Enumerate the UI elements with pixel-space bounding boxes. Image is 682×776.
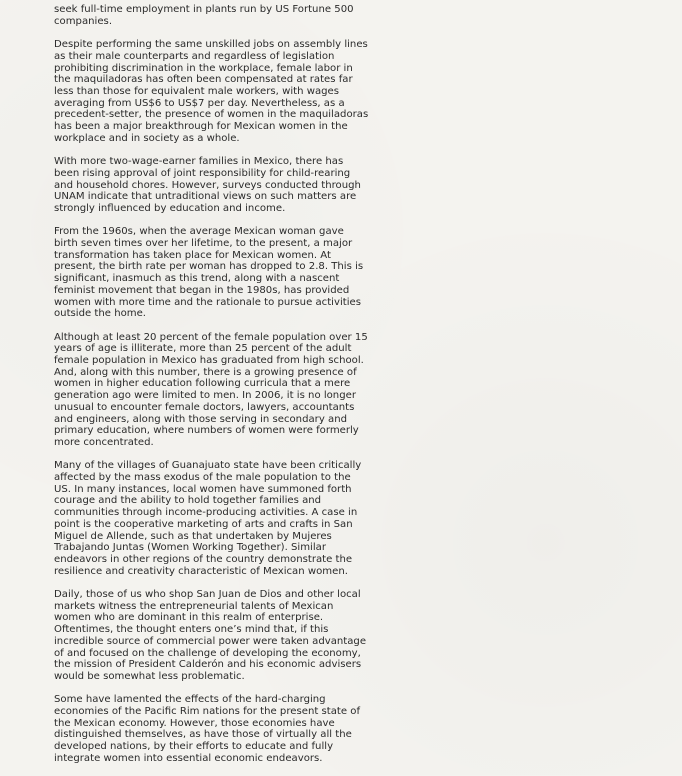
text-line: communities through income-producing activities. A case in: [54, 507, 358, 519]
text-line: resilience and creativity characteristic of Mexican women.: [54, 565, 348, 577]
text-line: the maquiladoras has often been compensated at rates far: [54, 74, 353, 86]
paragraph: [54, 156, 364, 215]
text-line: companies.: [54, 15, 113, 27]
text-line: birth seven times over her lifetime, to the present, a major: [54, 238, 353, 250]
text-line: endeavors in other regions of the country demonstrate the: [54, 553, 353, 565]
text-line: female population in Mexico has graduated from high school.: [54, 355, 364, 367]
text-line: UNAM indicate that untraditional views on such matters are: [54, 191, 357, 203]
text-line: outside the home.: [54, 308, 147, 320]
text-line: Some have lamented the effects of the hard-charging: [54, 694, 326, 706]
text-line: the Mexican economy. However, those economies have: [54, 717, 335, 729]
text-line: incredible source of commercial power were taken advantage: [54, 635, 367, 647]
text-line: point is the cooperative marketing of arts and crafts in San: [54, 518, 353, 530]
text-line: Despite performing the same unskilled jobs on assembly lines: [54, 39, 368, 51]
text-line: women who are dominant in this realm of enterprise.: [54, 612, 324, 624]
paragraph: [54, 226, 364, 320]
text-line: distinguished themselves, as have those of virtually all the: [54, 729, 352, 741]
paragraph: [54, 331, 368, 449]
article-text-column: [54, 4, 369, 776]
text-line: courage and the ability to hold together families and: [54, 495, 322, 507]
text-line: less than those for equivalent male workers, with wages: [54, 85, 340, 97]
text-line: women with more time and the rationale to pursue activities: [54, 296, 361, 308]
text-line: prohibiting discrimination in the workplace, female labor in: [54, 62, 353, 74]
text-line: generation ago were limited to men. In 2006, it is no longer: [54, 390, 356, 402]
text-line: strongly influenced by education and income.: [54, 202, 286, 214]
text-line: present, the birth rate per woman has dropped to 2.8. This is: [54, 261, 364, 273]
text-line: of and focused on the challenge of developing the economy,: [54, 647, 361, 659]
text-line: developed nations, by their efforts to educate and fully: [54, 741, 334, 753]
text-line: Daily, those of us who shop San Juan de Dios and other local: [54, 589, 361, 601]
text-line: would be somewhat less problematic.: [54, 670, 245, 682]
text-line: From the 1960s, when the average Mexican woman gave: [54, 226, 344, 238]
text-line: Many of the villages of Guanajuato state have been critically: [54, 460, 362, 472]
text-line: economies of the Pacific Rim nations for the present state of: [54, 706, 361, 718]
text-line: US. In many instances, local women have summoned forth: [54, 483, 352, 495]
text-line: Trabajando Juntas (Women Working Together). Similar: [54, 542, 326, 554]
text-line: significant, inasmuch as this trend, along with a nascent: [54, 273, 340, 285]
text-line: and household chores. However, surveys conducted through: [54, 179, 361, 191]
text-line: averaging from US$6 to US$7 per day. Nevertheless, as a: [54, 97, 345, 109]
text-line: Miguel de Allende, such as that undertaken by Mujeres: [54, 530, 332, 542]
text-line: With more two-wage-earner families in Mexico, there has: [54, 156, 344, 168]
paragraph: [54, 694, 364, 764]
text-line: transformation has taken place for Mexican women. At: [54, 249, 331, 261]
text-line: affected by the mass exodus of the male population to the: [54, 472, 351, 484]
text-line: primary education, where numbers of women were formerly: [54, 425, 359, 437]
text-line: integrate women into essential economic endeavors.: [54, 752, 323, 764]
text-line: feminist movement that began in the 1980s, has provided: [54, 284, 350, 296]
text-line: workplace and in society as a whole.: [54, 132, 240, 144]
text-line: Although at least 20 percent of the female population over 15: [54, 331, 368, 343]
text-line: Oftentimes, the thought enters one’s mind that, if this: [54, 624, 329, 636]
paragraph: [54, 4, 364, 27]
text-line: more concentrated.: [54, 436, 154, 448]
text-line: and engineers, along with those serving in secondary and: [54, 413, 347, 425]
paragraph: [54, 39, 369, 144]
text-line: precedent-setter, the presence of women in the maquiladoras: [54, 109, 369, 121]
paragraph: [54, 460, 364, 577]
text-line: has been a major breakthrough for Mexican women in the: [54, 121, 348, 133]
text-line: women in higher education following curricula that a mere: [54, 378, 351, 390]
paragraph: [54, 589, 367, 683]
text-line: And, along with this number, there is a growing presence of: [54, 366, 357, 378]
text-line: markets witness the entrepreneurial talents of Mexican: [54, 600, 334, 612]
text-line: as their male counterparts and regardless of legislation: [54, 50, 335, 62]
text-line: seek full-time employment in plants run by US Fortune 500: [54, 4, 354, 15]
text-line: years of age is illiterate, more than 25 percent of the adult: [54, 343, 352, 355]
text-line: unusual to encounter female doctors, lawyers, accountants: [54, 401, 355, 413]
text-line: the mission of President Calderón and his economic advisers: [54, 659, 362, 671]
text-line: been rising approval of joint responsibility for child-rearing: [54, 167, 351, 179]
